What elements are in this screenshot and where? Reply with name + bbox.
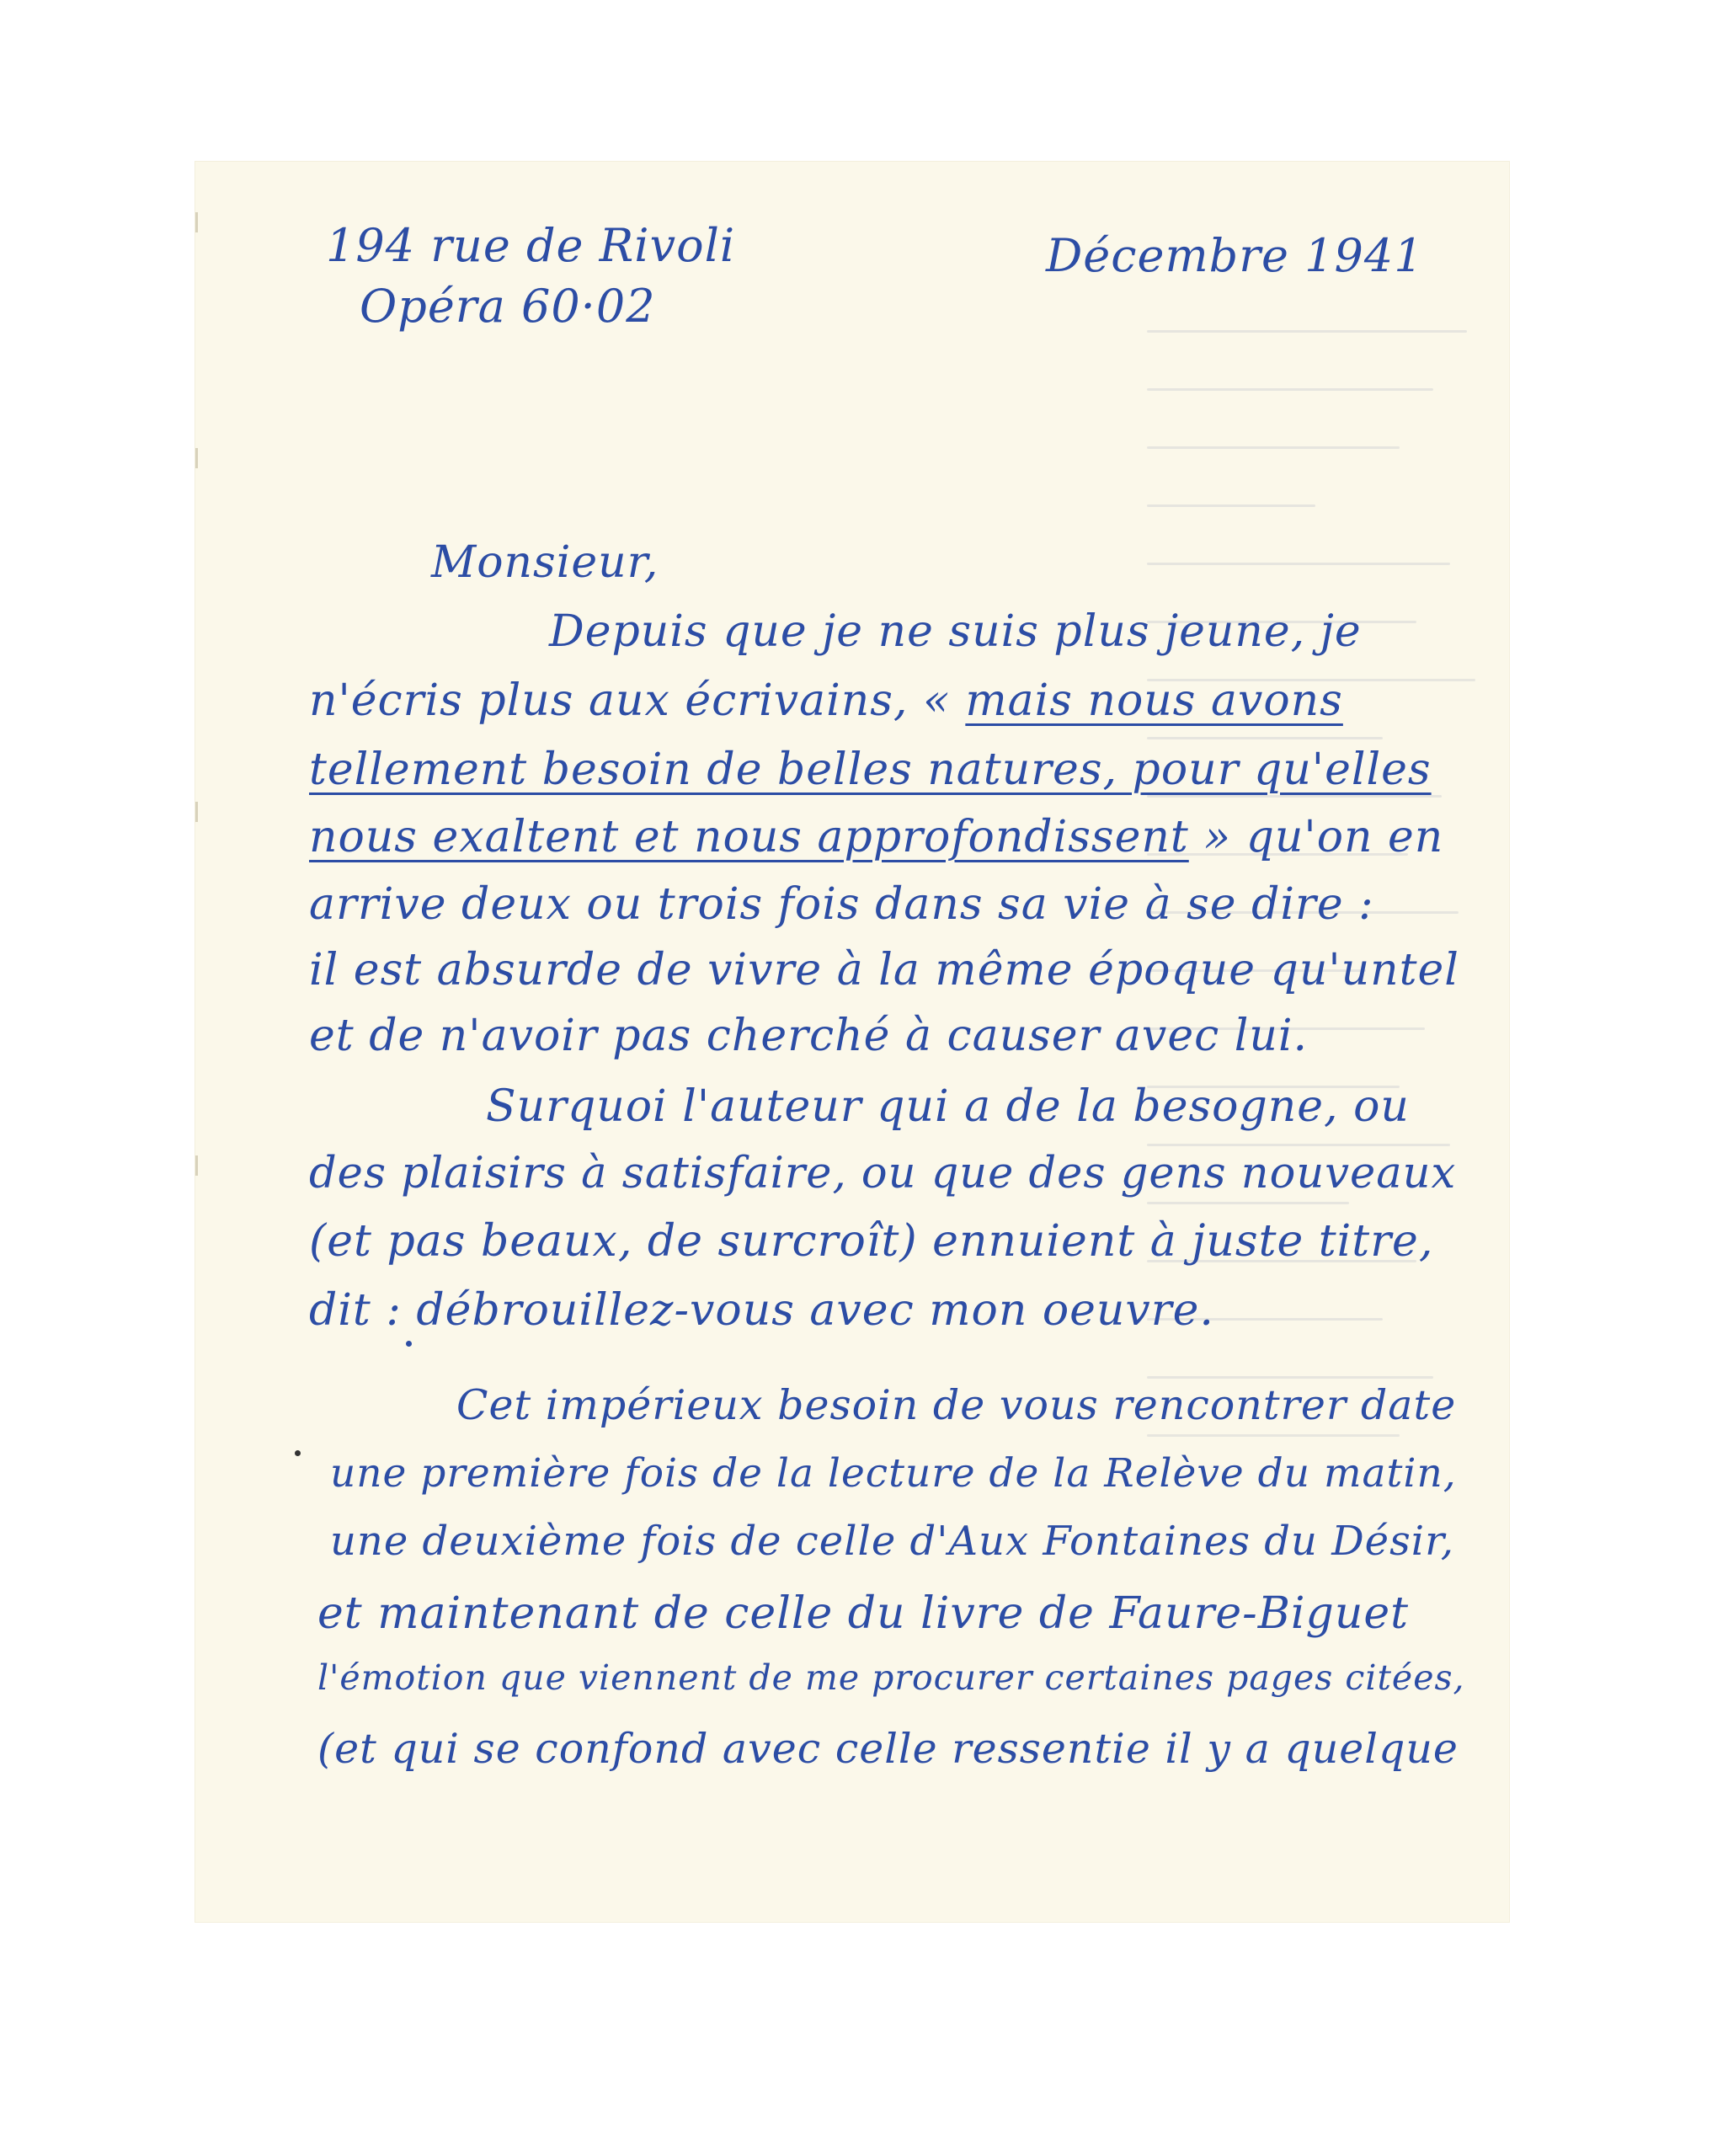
body-line: n'écris plus aux écrivains, « mais nous avons bbox=[309, 675, 1343, 726]
paper-edge-mark bbox=[195, 448, 198, 468]
body-line: et maintenant de celle du livre de Faure-Biguet bbox=[317, 1588, 1409, 1639]
underlined-quote: nous exaltent et nous approfondissent bbox=[309, 812, 1189, 862]
body-line: arrive deux ou trois fois dans sa vie à se dire : bbox=[309, 879, 1374, 930]
body-line: Surquoi l'auteur qui a de la besogne, ou bbox=[486, 1081, 1410, 1132]
address-phone: Opéra 60·02 bbox=[360, 280, 656, 333]
body-line: dit : débrouillez-vous avec mon oeuvre. bbox=[309, 1285, 1214, 1336]
underlined-quote: mais nous avons bbox=[965, 675, 1343, 726]
body-line: et de n'avoir pas cherché à causer avec lui. bbox=[309, 1011, 1309, 1061]
margin-mark bbox=[295, 1450, 301, 1456]
underlined-quote: tellement besoin de belles natures, pour qu'elles bbox=[309, 744, 1432, 795]
body-line: une première fois de la lecture de la Relève du matin, bbox=[330, 1450, 1457, 1497]
body-line: Cet impérieux besoin de vous rencontrer date bbox=[456, 1381, 1457, 1429]
body-line: il est absurde de vivre à la même époque qu'untel bbox=[309, 945, 1459, 995]
letter-sheet bbox=[195, 162, 1509, 1922]
paper-edge-mark bbox=[195, 802, 198, 822]
body-line: des plaisirs à satisfaire, ou que des gens nouveaux bbox=[309, 1149, 1457, 1198]
ink-dot bbox=[406, 1341, 412, 1347]
body-line: l'émotion que viennent de me procurer certaines pages citées, bbox=[317, 1657, 1465, 1698]
body-line: une deuxième fois de celle d'Aux Fontaines du Désir, bbox=[330, 1518, 1454, 1565]
body-line: (et pas beaux, de surcroît) ennuient à juste titre, bbox=[309, 1216, 1434, 1267]
address-street: 194 rue de Rivoli bbox=[326, 219, 736, 272]
paper-edge-mark bbox=[195, 1155, 198, 1176]
paper-edge-mark bbox=[195, 212, 198, 232]
body-line: nous exaltent et nous approfondissent » qu'on en bbox=[309, 812, 1444, 862]
salutation: Monsieur, bbox=[431, 537, 659, 588]
body-line: (et qui se confond avec celle ressentie il y a quelque bbox=[317, 1725, 1459, 1773]
letter-date: Décembre 1941 bbox=[1046, 229, 1424, 282]
body-line: Depuis que je ne suis plus jeune, je bbox=[549, 606, 1362, 657]
body-line bbox=[309, 744, 1432, 795]
